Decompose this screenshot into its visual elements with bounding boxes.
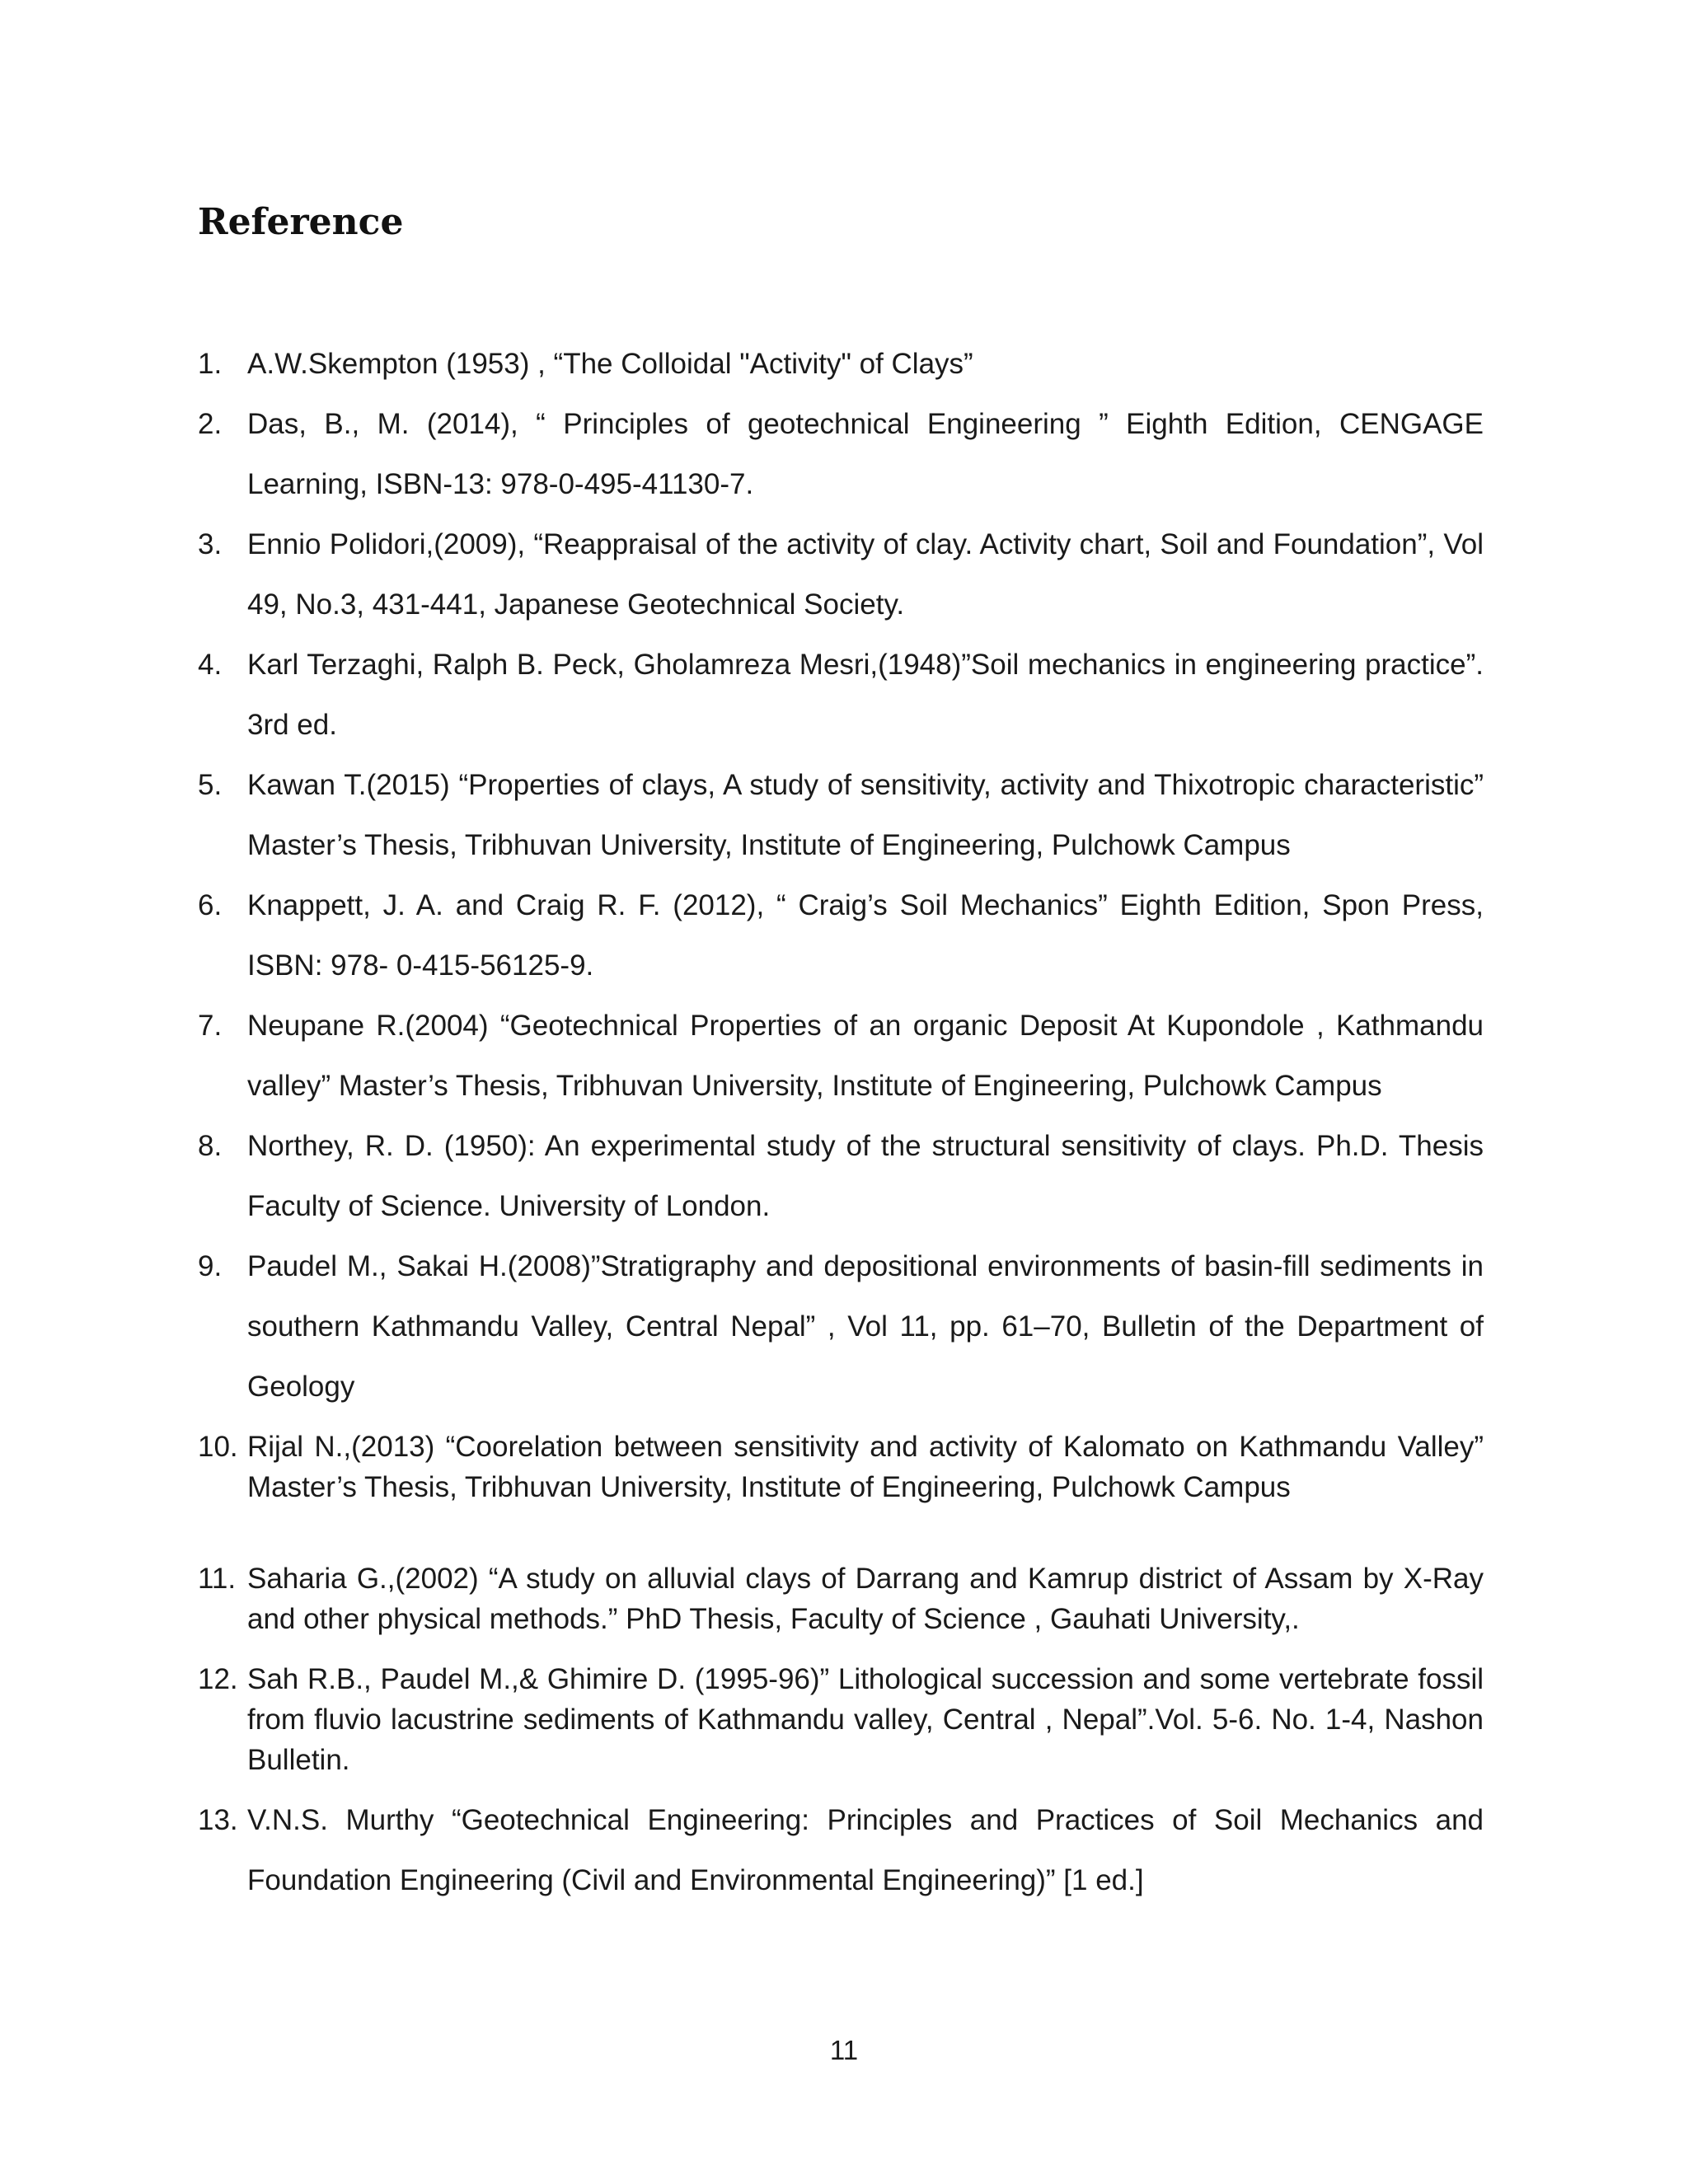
reference-number: 13. [198,1804,238,1836]
reference-item [198,875,1484,996]
reference-number: 8. [198,1130,223,1162]
reference-item [198,1417,1484,1517]
page-number: 11 [829,2035,859,2065]
reference-item [198,1790,1484,1910]
reference-text: Neupane R.(2004) “Geotechnical Properties of an organic Deposit At Kupondole , Kathmandu valley” Master’s Thesis, Tribhuvan University, Institute of Engineering, Pulchowk Campus [247,1010,1484,1102]
reference-number: 12. [198,1663,238,1695]
reference-text: Sah R.B., Paudel M.,& Ghimire D. (1995-96)” Lithological succession and some vertebrate fossil from fluvio lacustrine sediments of Kathmandu valley, Central , Nepal”.Vol. 5-6. No. 1-4, Nashon Bulletin. [247,1663,1484,1776]
reference-list [198,334,1484,1910]
reference-item [198,1649,1484,1790]
reference-item [198,514,1484,635]
reference-item [198,334,1484,394]
reference-item [198,1236,1484,1417]
reference-text: Saharia G.,(2002) “A study on alluvial clays of Darrang and Kamrup district of Assam by X-Ray and other physical methods.” PhD Thesis, Faculty of Science , Gauhati University,. [247,1563,1484,1635]
reference-number: 3. [198,528,223,560]
reference-number: 6. [198,889,223,921]
reference-item [198,755,1484,875]
reference-number: 1. [198,348,223,380]
reference-text: V.N.S. Murthy “Geotechnical Engineering: Principles and Practices of Soil Mechanics and Foundation Engineering (Civil and Environmental Engineering)” [1 ed.] [247,1804,1484,1896]
reference-text: Rijal N.,(2013) “Coorelation between sensitivity and activity of Kalomato on Kathmandu Valley” Master’s Thesis, Tribhuvan University, Institute of Engineering, Pulchowk Campus [247,1431,1484,1503]
reference-text: A.W.Skempton (1953) , “The Colloidal "Activity" of Clays” [247,348,973,380]
reference-item [198,635,1484,755]
page-heading: Reference [198,201,404,243]
reference-text: Paudel M., Sakai H.(2008)”Stratigraphy and depositional environments of basin-fill sediments in southern Kathmandu Valley, Central Nepal” , Vol 11, pp. 61–70, Bulletin of the Department of Geology [247,1250,1484,1403]
reference-number: 11. [198,1563,237,1595]
reference-number: 5. [198,769,223,801]
reference-number: 10. [198,1431,238,1463]
reference-text: Kawan T.(2015) “Properties of clays, A study of sensitivity, activity and Thixotropic characteristic” Master’s Thesis, Tribhuvan University, Institute of Engineering, Pulchowk Campus [247,769,1484,861]
reference-item [198,1549,1484,1649]
reference-number: 9. [198,1250,223,1282]
reference-item [198,996,1484,1116]
reference-item [198,394,1484,514]
reference-number: 2. [198,408,223,440]
reference-number: 4. [198,649,223,681]
reference-text: Karl Terzaghi, Ralph B. Peck, Gholamreza Mesri,(1948)”Soil mechanics in engineering practice”. 3rd ed. [247,649,1484,741]
reference-text: Knappett, J. A. and Craig R. F. (2012), “ Craig’s Soil Mechanics” Eighth Edition, Spon Press, ISBN: 978- 0-415-56125-9. [247,889,1484,982]
reference-number: 7. [198,1010,223,1042]
reference-text: Northey, R. D. (1950): An experimental study of the structural sensitivity of clays. Ph.D. Thesis Faculty of Science. University of London. [247,1130,1484,1222]
reference-text: Das, B., M. (2014), “ Principles of geotechnical Engineering ” Eighth Edition, CENGAGE Learning, ISBN-13: 978-0-495-41130-7. [247,408,1484,500]
reference-item [198,1116,1484,1236]
reference-text: Ennio Polidori,(2009), “Reappraisal of the activity of clay. Activity chart, Soil and Foundation”, Vol 49, No.3, 431-441, Japanese Geotechnical Society. [247,528,1484,621]
